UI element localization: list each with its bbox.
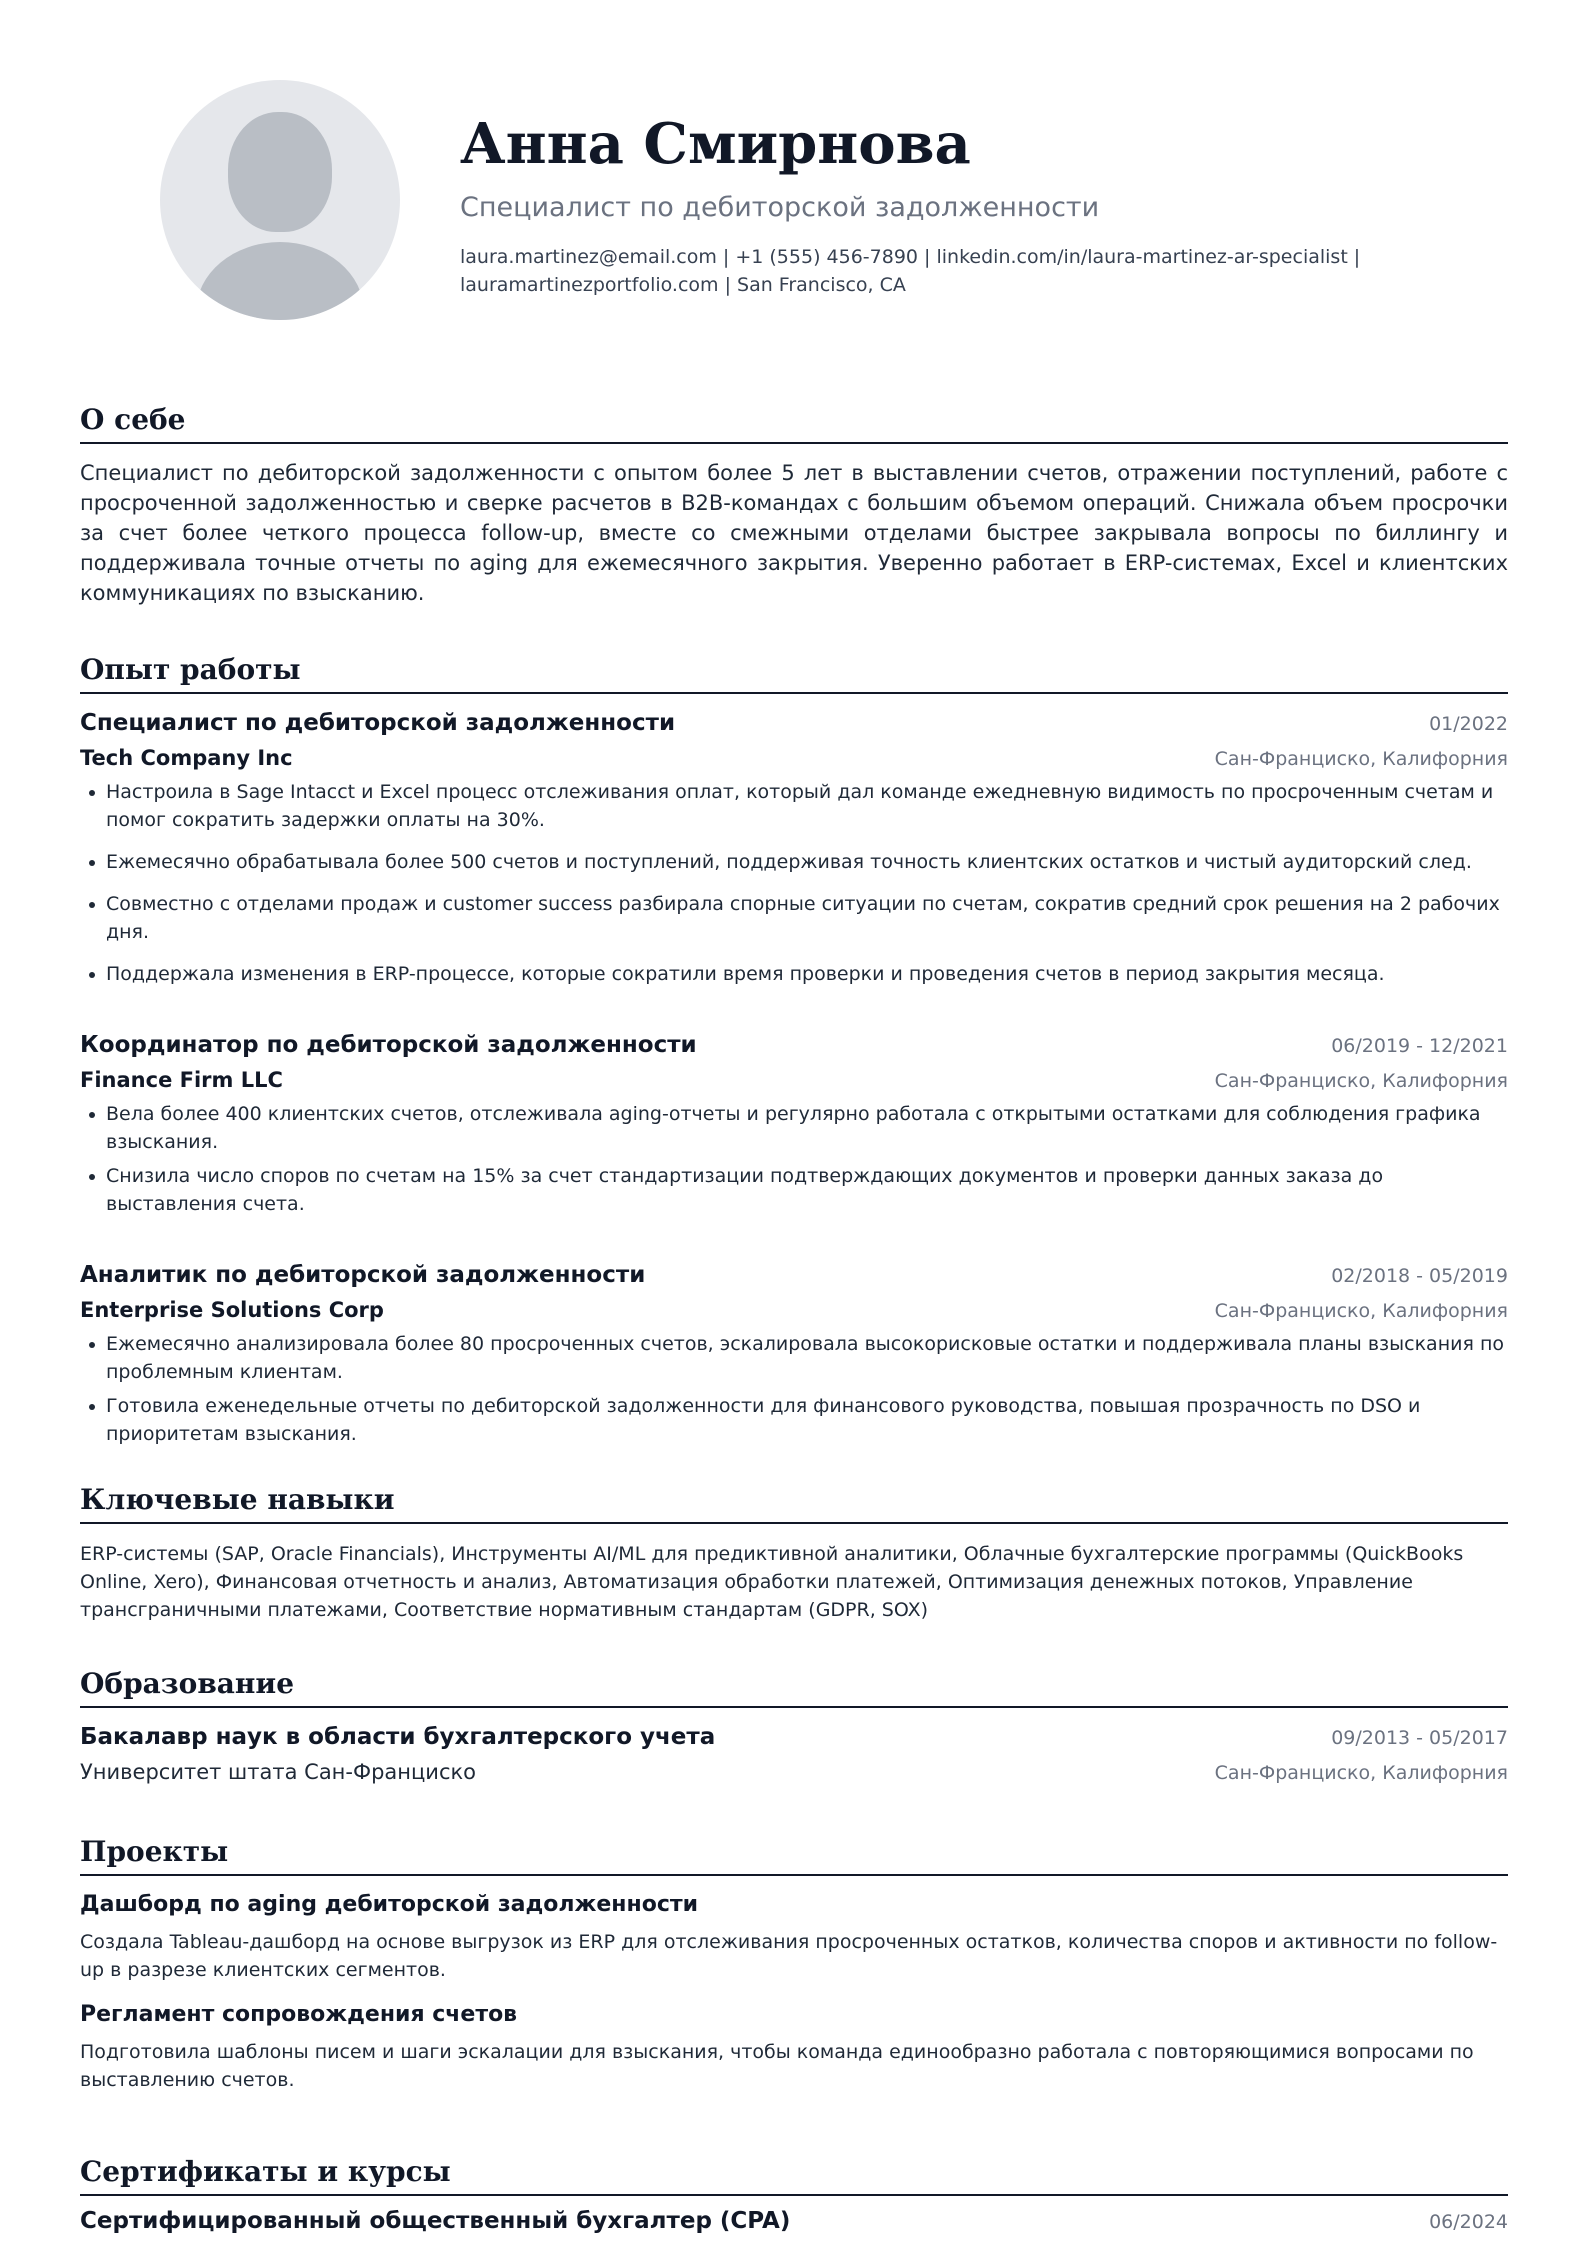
- education-section: [80, 1664, 1508, 1790]
- job-entry: [80, 706, 1508, 988]
- section-title: Сертификаты и курсы: [80, 2152, 1508, 2196]
- job-bullet: Настроила в Sage Intacct и Excel процесс отслеживания оплат, который дал команде ежедневную видимость по просроченным счетам и помог сократить задержки оплаты на 30%.: [106, 778, 1508, 834]
- education-entry: [80, 1720, 1508, 1790]
- job-location: Сан-Франциско, Калифорния: [1214, 748, 1508, 770]
- job-bullet: Ежемесячно анализировала более 80 просроченных счетов, эскалировала высокорисковые остатки и поддерживала планы взыскания по проблемным клиентам.: [106, 1330, 1508, 1386]
- job-bullet: Совместно с отделами продаж и customer success разбирала спорные ситуации по счетам, сократив средний срок решения на 2 рабочих дня.: [106, 890, 1508, 946]
- section-title: Опыт работы: [80, 650, 1508, 694]
- job-entry: [80, 1028, 1508, 1218]
- skills-text: ERP-системы (SAP, Oracle Financials), Инструменты AI/ML для предиктивной аналитики, Облачные бухгалтерские программы (QuickBooks Online, Xero), Финансовая отчетность и анализ, Автоматизация обработки платежей, Оптимизация денежных потоков, Управление трансграничными платежами, Соответствие нормативным стандартам (GDPR, SOX): [80, 1543, 1464, 1621]
- summary-text: Специалист по дебиторской задолженности с опытом более 5 лет в выставлении счетов, отражении поступлений, работе с просроченной задолженностью и сверке расчетов в B2B-командах с большим объемом операций. Снижала объем просрочки за счет более четкого процесса follow-up, вместе со смежными отделами быстрее закрывала вопросы по биллингу и поддерживала точные отчеты по aging для ежемесячного закрытия. Уверенно работает в ERP-системах, Excel и клиентских коммуникациях по взысканию.: [80, 461, 1508, 605]
- project-entry: [80, 1998, 1508, 2094]
- projects-section: [80, 1832, 1508, 2094]
- experience-section: [80, 650, 1508, 1454]
- job-title: Координатор по дебиторской задолженности: [80, 1032, 697, 1058]
- education-date: 09/2013 - 05/2017: [1331, 1727, 1508, 1749]
- project-entry: [80, 1888, 1508, 1984]
- avatar-body-shape: [196, 242, 364, 320]
- job-title: Аналитик по дебиторской задолженности: [80, 1262, 646, 1288]
- section-title: Образование: [80, 1664, 1508, 1708]
- job-bullet: Готовила еженедельные отчеты по дебиторской задолженности для финансового руководства, повышая прозрачность по DSO и приоритетам взыскания.: [106, 1392, 1508, 1448]
- summary-section: [80, 400, 1508, 608]
- certifications-section: [80, 2152, 1508, 2239]
- candidate-name: Анна Смирнова: [460, 111, 971, 177]
- job-bullet: Снизила число споров по счетам на 15% за счет стандартизации подтверждающих документов и проверки данных заказа до выставления счета.: [106, 1162, 1508, 1218]
- project-title: Регламент сопровождения счетов: [80, 2002, 518, 2027]
- job-entry: [80, 1258, 1508, 1448]
- job-title: Специалист по дебиторской задолженности: [80, 710, 676, 736]
- job-date: 06/2019 - 12/2021: [1331, 1035, 1508, 1057]
- contact-info: laura.martinez@email.com | +1 (555) 456-7890 | linkedin.com/in/laura-martinez-ar-specialist | lauramartinezportfolio.com | San Francisco, CA: [460, 246, 1361, 296]
- job-bullet: Ежемесячно обрабатывала более 500 счетов и поступлений, поддерживая точность клиентских остатков и чистый аудиторский след.: [106, 848, 1508, 876]
- education-location: Сан-Франциско, Калифорния: [1214, 1762, 1508, 1784]
- certification-title: Сертифицированный общественный бухгалтер (CPA): [80, 2208, 791, 2234]
- education-degree: Бакалавр наук в области бухгалтерского учета: [80, 1724, 716, 1750]
- job-bullet: Поддержала изменения в ERP-процессе, которые сократили время проверки и проведения счетов в период закрытия месяца.: [106, 960, 1508, 988]
- section-title: Ключевые навыки: [80, 1480, 1508, 1524]
- project-description: Создала Tableau-дашборд на основе выгрузок из ERP для отслеживания просроченных остатков, количества споров и активности по follow-up в разрезе клиентских сегментов.: [80, 1931, 1498, 1981]
- job-date: 02/2018 - 05/2019: [1331, 1265, 1508, 1287]
- certification-date: 06/2024: [1429, 2211, 1508, 2233]
- job-location: Сан-Франциско, Калифорния: [1214, 1300, 1508, 1322]
- job-location: Сан-Франциско, Калифорния: [1214, 1070, 1508, 1092]
- job-company: Finance Firm LLC: [80, 1068, 283, 1092]
- avatar-head-shape: [228, 112, 332, 232]
- certification-entry: [80, 2204, 1508, 2239]
- skills-section: [80, 1480, 1508, 1624]
- job-company: Enterprise Solutions Corp: [80, 1298, 384, 1322]
- job-bullet: Вела более 400 клиентских счетов, отслеживала aging-отчеты и регулярно работала с открытыми остатками для соблюдения графика взыскания.: [106, 1100, 1508, 1156]
- project-title: Дашборд по aging дебиторской задолженности: [80, 1892, 699, 1917]
- section-title: Проекты: [80, 1832, 1508, 1876]
- candidate-job-title: Специалист по дебиторской задолженности: [460, 192, 1100, 223]
- resume-header: [80, 0, 1508, 330]
- job-company: Tech Company Inc: [80, 746, 293, 770]
- avatar: [160, 80, 400, 320]
- section-title: О себе: [80, 400, 1508, 444]
- education-school: Университет штата Сан-Франциско: [80, 1760, 477, 1784]
- job-date: 01/2022: [1429, 713, 1508, 735]
- project-description: Подготовила шаблоны писем и шаги эскалации для взыскания, чтобы команда единообразно работала с повторяющимися вопросами по выставлению счетов.: [80, 2041, 1474, 2091]
